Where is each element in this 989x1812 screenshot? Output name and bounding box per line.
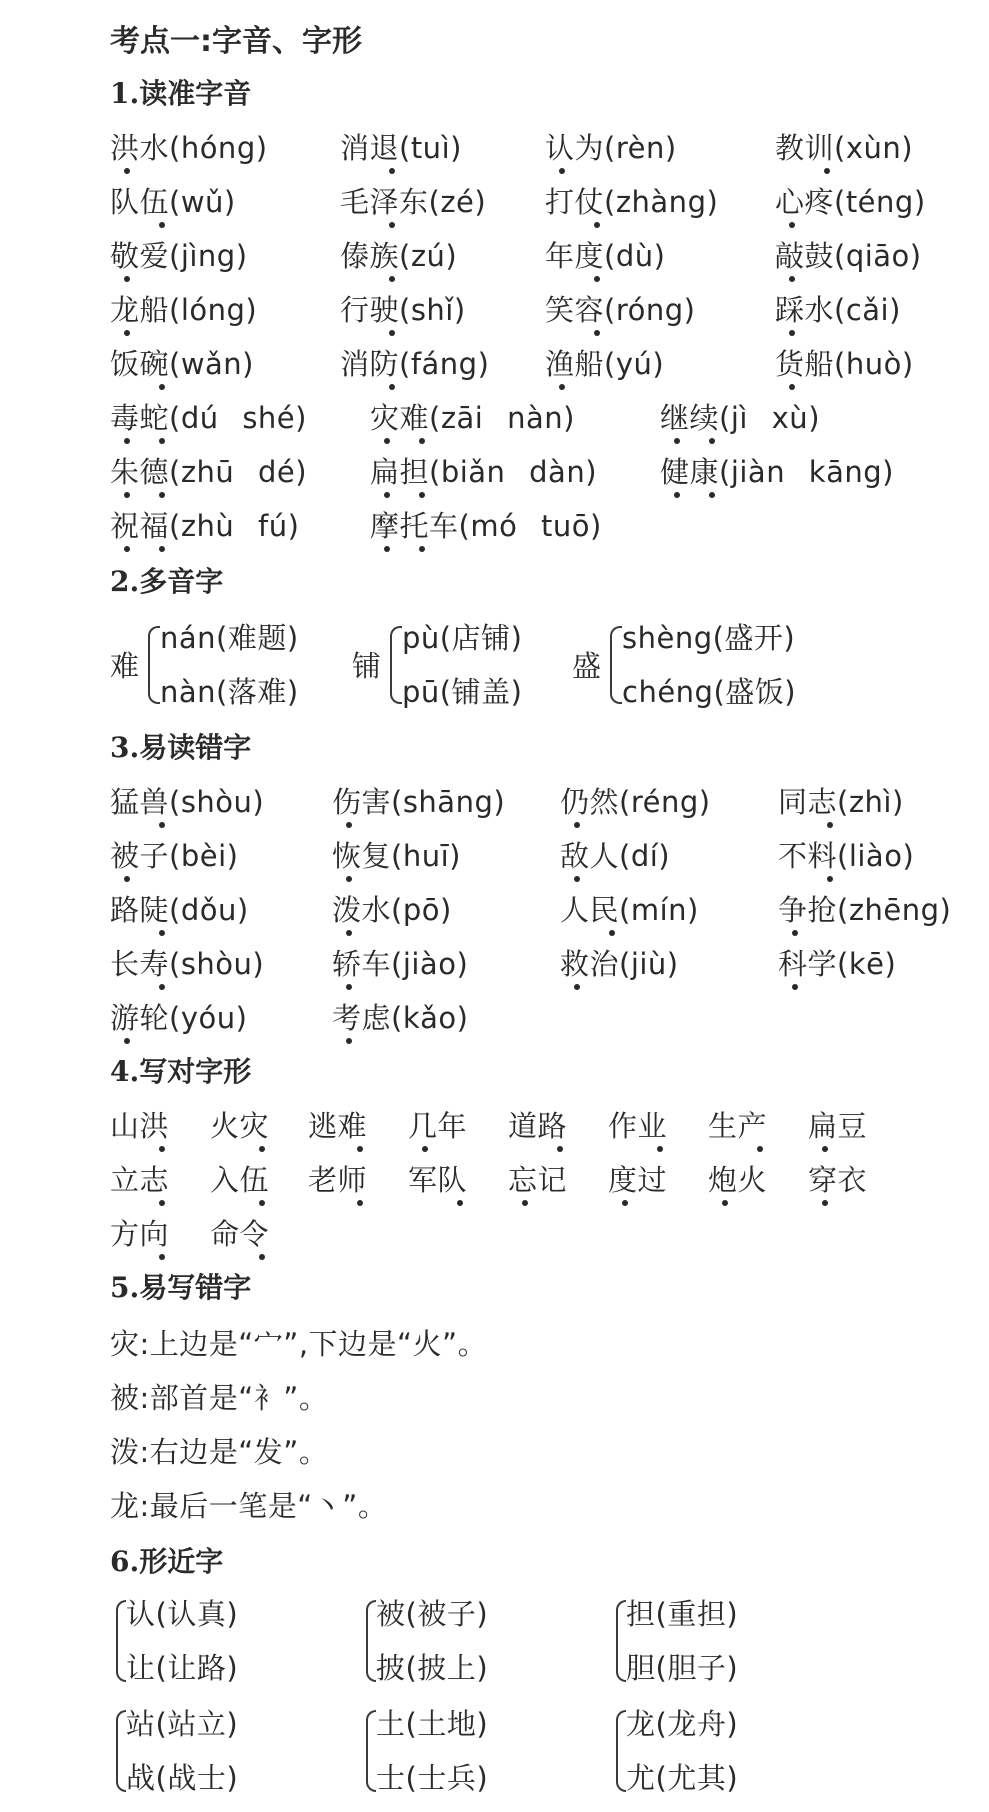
word-item: 生产 [708, 1109, 768, 1143]
emphasis-dot [594, 330, 600, 336]
word-item: 渔船(yú) [545, 347, 665, 381]
word-item: 泼水(pō) [332, 893, 452, 927]
word-item: 作业 [608, 1109, 668, 1143]
word-item: 山洪 [110, 1109, 170, 1143]
emphasis-dot [124, 546, 130, 552]
emphasis-dot [259, 1200, 265, 1206]
word-item: 敬爱(jìng) [110, 239, 248, 273]
similar-char: 站(站立) [126, 1707, 239, 1741]
polyphone-char: 盛 [572, 649, 602, 683]
polyphone-reading: nàn(落难) [160, 675, 299, 709]
word-item: 道路 [508, 1109, 568, 1143]
emphasis-dot [159, 546, 165, 552]
emphasis-dot [822, 1146, 828, 1152]
similar-char: 龙(龙舟) [626, 1707, 739, 1741]
word-item: 度过 [608, 1163, 668, 1197]
word-item: 年度(dù) [545, 239, 666, 273]
emphasis-dot [674, 492, 680, 498]
word-item: 踩水(cǎi) [775, 293, 901, 327]
brace [116, 1600, 126, 1682]
emphasis-dot [159, 930, 165, 936]
emphasis-dot [709, 438, 715, 444]
word-item: 扁担(biǎn dàn) [370, 455, 598, 489]
word-item: 认为(rèn) [545, 131, 677, 165]
emphasis-dot [419, 438, 425, 444]
word-item: 逃难 [308, 1109, 368, 1143]
brace [366, 1600, 376, 1682]
word-item: 扁豆 [808, 1109, 868, 1143]
emphasis-dot [159, 1254, 165, 1260]
similar-char: 战(战士) [126, 1761, 239, 1795]
emphasis-dot [792, 984, 798, 990]
word-item: 毒蛇(dú shé) [110, 401, 307, 435]
similar-char: 土(土地) [376, 1707, 489, 1741]
brace [390, 626, 402, 704]
word-item: 几年 [408, 1109, 468, 1143]
word-item: 人民(mín) [560, 893, 699, 927]
brace [116, 1710, 126, 1792]
section-title-2: 2.多音字 [110, 565, 224, 598]
emphasis-dot [384, 438, 390, 444]
emphasis-dot [594, 276, 600, 282]
word-item: 火灾 [210, 1109, 270, 1143]
emphasis-dot [159, 1146, 165, 1152]
word-item: 军队 [408, 1163, 468, 1197]
emphasis-dot [389, 276, 395, 282]
spelling-note: 灾:上边是“宀”,下边是“火”。 [110, 1327, 488, 1361]
emphasis-dot [792, 930, 798, 936]
emphasis-dot [574, 822, 580, 828]
emphasis-dot [357, 1200, 363, 1206]
word-item: 敲鼓(qiāo) [775, 239, 922, 273]
similar-char: 担(重担) [626, 1597, 739, 1631]
word-item: 教训(xùn) [775, 131, 914, 165]
emphasis-dot [357, 1146, 363, 1152]
polyphone-char: 难 [110, 649, 140, 683]
word-item: 猛兽(shòu) [110, 785, 265, 819]
word-item: 炮火 [708, 1163, 768, 1197]
emphasis-dot [674, 438, 680, 444]
emphasis-dot [124, 492, 130, 498]
word-item: 傣族(zú) [340, 239, 458, 273]
emphasis-dot [124, 276, 130, 282]
section-title-6: 6.形近字 [110, 1545, 224, 1578]
emphasis-dot [346, 876, 352, 882]
word-item: 命令 [210, 1217, 270, 1251]
word-item: 龙船(lóng) [110, 293, 258, 327]
emphasis-dot [124, 330, 130, 336]
similar-char: 尤(尤其) [626, 1761, 739, 1795]
emphasis-dot [124, 876, 130, 882]
emphasis-dot [259, 1254, 265, 1260]
word-item: 饭碗(wǎn) [110, 347, 254, 381]
similar-char: 让(让路) [126, 1651, 239, 1685]
emphasis-dot [389, 222, 395, 228]
emphasis-dot [789, 384, 795, 390]
word-item: 消防(fáng) [340, 347, 490, 381]
emphasis-dot [419, 546, 425, 552]
similar-char: 认(认真) [126, 1597, 239, 1631]
emphasis-dot [574, 876, 580, 882]
emphasis-dot [609, 930, 615, 936]
brace [616, 1600, 626, 1682]
emphasis-dot [574, 984, 580, 990]
emphasis-dot [789, 222, 795, 228]
word-item: 不料(liào) [778, 839, 915, 873]
spelling-note: 龙:最后一笔是“丶”。 [110, 1489, 388, 1523]
emphasis-dot [822, 1200, 828, 1206]
similar-char: 胆(胆子) [626, 1651, 739, 1685]
emphasis-dot [824, 168, 830, 174]
spelling-note: 泼:右边是“发”。 [110, 1435, 329, 1469]
word-item: 游轮(yóu) [110, 1001, 248, 1035]
word-item: 继续(jì xù) [660, 401, 821, 435]
emphasis-dot [657, 1146, 663, 1152]
emphasis-dot [384, 492, 390, 498]
emphasis-dot [594, 222, 600, 228]
word-item: 健康(jiàn kāng) [660, 455, 894, 489]
word-item: 朱德(zhū dé) [110, 455, 308, 489]
emphasis-dot [827, 822, 833, 828]
emphasis-dot [159, 984, 165, 990]
similar-char: 士(士兵) [376, 1761, 489, 1795]
word-item: 路陡(dǒu) [110, 893, 249, 927]
emphasis-dot [422, 1146, 428, 1152]
section-title-3: 3.易读错字 [110, 731, 252, 764]
word-item: 同志(zhì) [778, 785, 904, 819]
word-item: 洪水(hóng) [110, 131, 268, 165]
word-item: 消退(tuì) [340, 131, 462, 165]
word-item: 被子(bèi) [110, 839, 239, 873]
similar-char: 披(披上) [376, 1651, 489, 1685]
polyphone-reading: shèng(盛开) [622, 621, 796, 655]
emphasis-dot [419, 492, 425, 498]
brace [366, 1710, 376, 1792]
polyphone-reading: nán(难题) [160, 621, 299, 655]
word-item: 毛泽东(zé) [340, 185, 487, 219]
emphasis-dot [827, 876, 833, 882]
emphasis-dot [389, 168, 395, 174]
emphasis-dot [259, 1146, 265, 1152]
emphasis-dot [557, 1146, 563, 1152]
brace [610, 626, 622, 704]
word-item: 行驶(shǐ) [340, 293, 466, 327]
word-item: 队伍(wǔ) [110, 185, 236, 219]
word-item: 入伍 [210, 1163, 270, 1197]
emphasis-dot [124, 168, 130, 174]
emphasis-dot [789, 330, 795, 336]
word-item: 考虑(kǎo) [332, 1001, 469, 1035]
word-item: 科学(kē) [778, 947, 897, 981]
word-item: 灾难(zāi nàn) [370, 401, 575, 435]
emphasis-dot [384, 546, 390, 552]
emphasis-dot [159, 492, 165, 498]
polyphone-reading: chéng(盛饭) [622, 675, 797, 709]
emphasis-dot [159, 822, 165, 828]
emphasis-dot [789, 276, 795, 282]
emphasis-dot [124, 1038, 130, 1044]
word-item: 伤害(shāng) [332, 785, 506, 819]
emphasis-dot [709, 492, 715, 498]
word-item: 老师 [308, 1163, 368, 1197]
word-item: 轿车(jiào) [332, 947, 469, 981]
emphasis-dot [389, 330, 395, 336]
similar-char: 被(被子) [376, 1597, 489, 1631]
emphasis-dot [722, 1200, 728, 1206]
word-item: 打仗(zhàng) [545, 185, 719, 219]
emphasis-dot [346, 822, 352, 828]
word-item: 摩托车(mó tuō) [370, 509, 602, 543]
emphasis-dot [159, 1200, 165, 1206]
emphasis-dot [346, 984, 352, 990]
word-item: 心疼(téng) [775, 185, 926, 219]
word-item: 仍然(réng) [560, 785, 711, 819]
emphasis-dot [522, 1200, 528, 1206]
page-title: 考点一:字音、字形 [110, 24, 362, 59]
emphasis-dot [559, 168, 565, 174]
polyphone-reading: pū(铺盖) [402, 675, 523, 709]
word-item: 货船(huò) [775, 347, 914, 381]
word-item: 穿衣 [808, 1163, 868, 1197]
emphasis-dot [159, 222, 165, 228]
word-item: 立志 [110, 1163, 170, 1197]
emphasis-dot [622, 1200, 628, 1206]
brace [616, 1710, 626, 1792]
section-title-4: 4.写对字形 [110, 1055, 252, 1088]
section-title-1: 1.读准字音 [110, 77, 252, 110]
section-title-5: 5.易写错字 [110, 1271, 252, 1304]
word-item: 争抢(zhēng) [778, 893, 952, 927]
emphasis-dot [559, 384, 565, 390]
polyphone-reading: pù(店铺) [402, 621, 523, 655]
emphasis-dot [389, 384, 395, 390]
word-item: 敌人(dí) [560, 839, 671, 873]
brace [148, 626, 160, 704]
emphasis-dot [346, 1038, 352, 1044]
emphasis-dot [124, 438, 130, 444]
word-item: 笑容(róng) [545, 293, 696, 327]
emphasis-dot [457, 1200, 463, 1206]
word-item: 长寿(shòu) [110, 947, 265, 981]
word-item: 祝福(zhù fú) [110, 509, 300, 543]
word-item: 忘记 [508, 1163, 568, 1197]
polyphone-char: 铺 [352, 649, 382, 683]
emphasis-dot [757, 1146, 763, 1152]
word-item: 恢复(huī) [332, 839, 461, 873]
emphasis-dot [159, 438, 165, 444]
emphasis-dot [346, 930, 352, 936]
spelling-note: 被:部首是“衤”。 [110, 1381, 329, 1415]
word-item: 方向 [110, 1217, 170, 1251]
emphasis-dot [159, 384, 165, 390]
word-item: 救治(jiù) [560, 947, 679, 981]
